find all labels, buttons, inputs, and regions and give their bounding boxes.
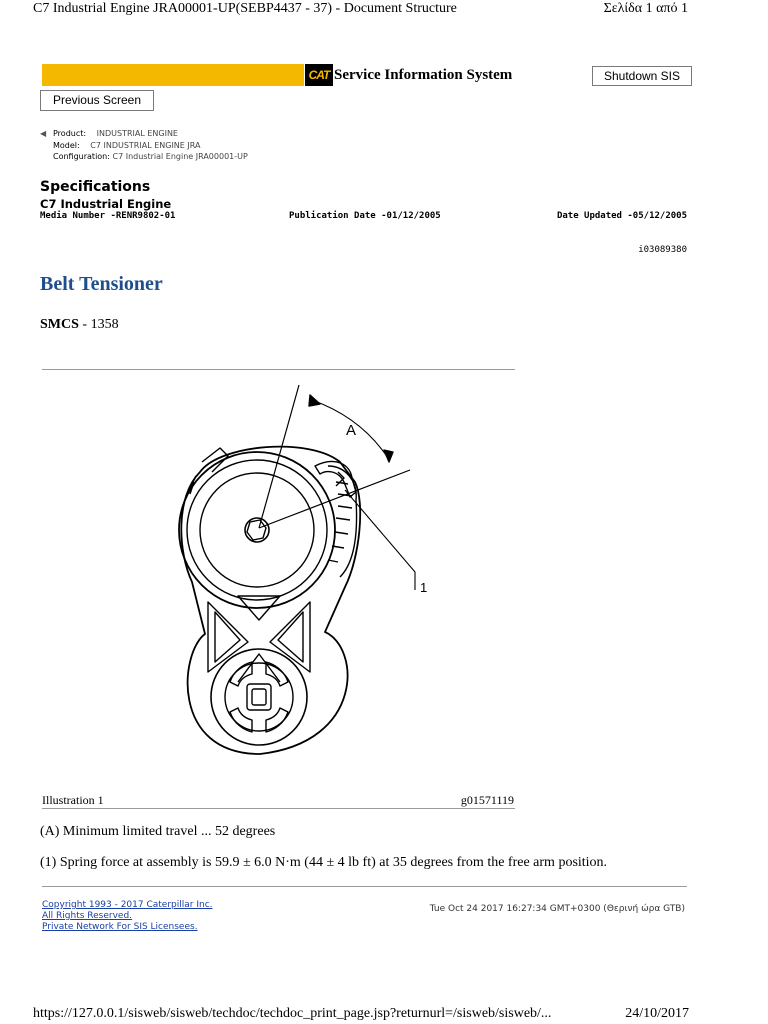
model-label: Model: [53, 140, 80, 150]
model-value: C7 INDUSTRIAL ENGINE JRA [90, 140, 201, 150]
footer-links [42, 900, 213, 933]
previous-screen-button[interactable]: Previous Screen [40, 90, 154, 111]
smcs-value: - 1358 [78, 317, 119, 332]
cat-logo: CAT [305, 64, 333, 86]
print-footer-date: 24/10/2017 [625, 1006, 689, 1021]
copyright-link[interactable]: Copyright 1993 - 2017 Caterpillar Inc. [42, 900, 213, 910]
footer-timestamp: Tue Oct 24 2017 16:27:34 GMT+0300 (Θερινή ώρα GTB) [429, 904, 685, 914]
rights-link[interactable]: All Rights Reserved. [42, 911, 133, 921]
callout-a: A [346, 422, 357, 439]
section-title: Specifications [40, 179, 151, 195]
document-id: i03089380 [638, 245, 687, 255]
private-network-link[interactable]: Private Network For SIS Licensees. [42, 922, 198, 932]
callout-1: 1 [420, 580, 428, 595]
smcs-code [40, 317, 119, 333]
illustration-top-rule [42, 369, 515, 370]
engine-subtitle: C7 Industrial Engine [40, 197, 172, 211]
product-value: INDUSTRIAL ENGINE [96, 129, 178, 138]
product-label: Product: [53, 129, 87, 138]
configuration-value: C7 Industrial Engine JRA00001-UP [112, 152, 248, 161]
smcs-label: SMCS [40, 317, 79, 332]
illustration-label: Illustration 1 [42, 793, 104, 807]
banner-bar [42, 64, 304, 86]
sis-title: Service Information System [334, 67, 513, 83]
illustration-bottom-rule [42, 808, 515, 809]
breadcrumb-product [53, 128, 248, 140]
print-header-page: Σελίδα 1 από 1 [603, 1, 688, 16]
breadcrumb-configuration [53, 151, 248, 163]
shutdown-sis-button[interactable]: Shutdown SIS [592, 66, 692, 86]
publication-date: Publication Date -01/12/2005 [289, 211, 441, 221]
date-updated: Date Updated -05/12/2005 [556, 211, 687, 221]
print-footer-url: https://127.0.0.1/sisweb/sisweb/techdoc/techdoc_print_page.jsp?returnurl=/sisweb/sisweb/... [33, 1006, 552, 1021]
page-title: Belt Tensioner [40, 273, 163, 295]
note-1: (1) Spring force at assembly is 59.9 ± 6.0 N·m (44 ± 4 lb ft) at 35 degrees from the free arm position. [40, 855, 608, 870]
graphic-id: g01571119 [460, 793, 514, 807]
configuration-label: Configuration: [53, 152, 110, 161]
note-a: (A) Minimum limited travel ... 52 degrees [40, 824, 276, 839]
footer-rule [42, 886, 687, 887]
breadcrumb [53, 128, 248, 163]
belt-tensioner-illustration [160, 382, 450, 772]
triangle-left-icon[interactable]: ◀ [40, 129, 47, 138]
print-header-title: C7 Industrial Engine JRA00001-UP(SEBP4437 - 37) - Document Structure [33, 1, 457, 16]
breadcrumb-model [53, 140, 248, 152]
media-number: Media Number -RENR9802-01 [40, 211, 176, 221]
